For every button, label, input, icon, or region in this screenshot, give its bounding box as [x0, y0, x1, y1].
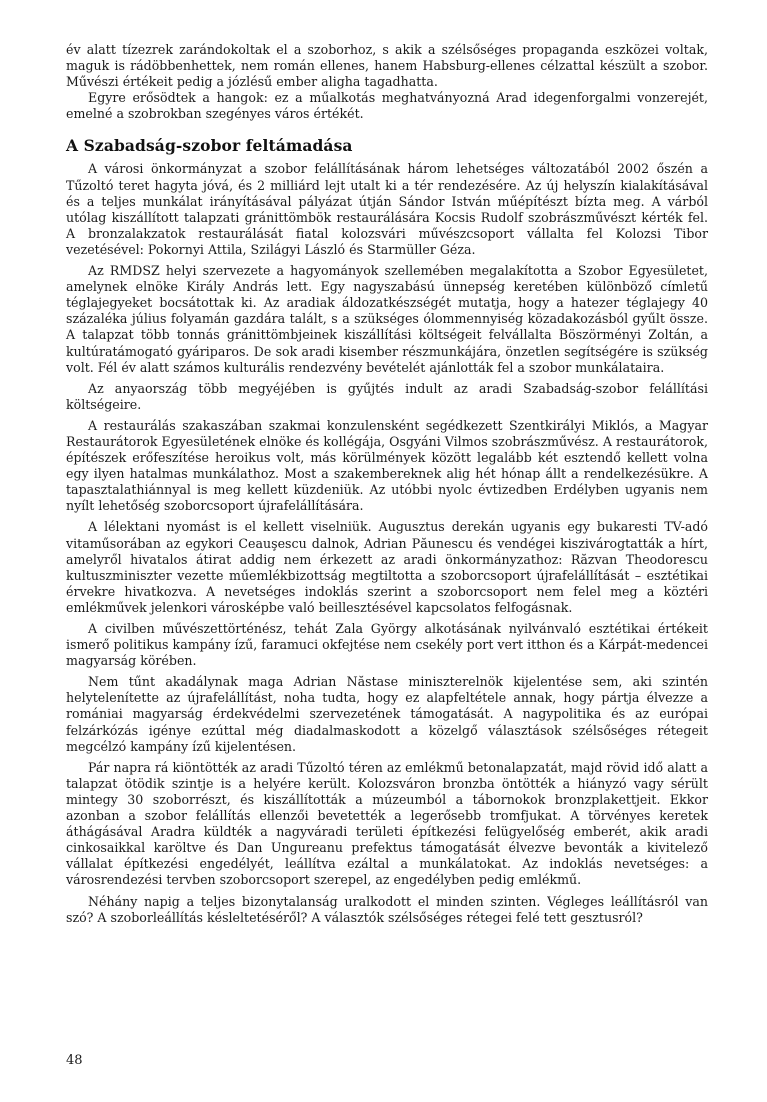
paragraph-4: A restaurálás szakaszában szakmai konzulensként segédkezett Szentkirályi Miklós, a Magyar Restaurátorok Egyesületének elnöke és kollégája, Osgyáni Vilmos szobrászművész. A restaurátorok, építészek erőfeszítése heroikus volt, más körülmények között legalább két esztendő kellett volna egy ilyen hatalmas munkálathoz. Most a szakembereknek alig hét hónap állt a rendelkezésükre. A tapasztalathiánnyal is meg kellett küzdeniük. Az utóbbi nyolc évtizedben Erdélyben ugyanis nem nyílt lehetőség szoborcsoport újrafelállítására. — [66, 417, 708, 514]
paragraph-8: Pár napra rá kiöntötték az aradi Tűzoltó téren az emlékmű betonalapzatát, majd rövid idő alatt a talapzat ötödik szintje is a helyére került. Kolozsváron bronzba öntötték a hiányzó vagy sérült mintegy 30 szoborrészt, és kiszállították a múzeumból a tábornokok bronzplakettjeit. Ekkor azonban a szobor felállítás ellenzői bevetették a legerősebb tromfjukat. A törvényes keretek áthágásával Aradra küldték a nagyváradi területi építkezési felügyelőség emberét, akik aradi cinkosaikkal karöltve és Dan Ungureanu prefektus támogatását élvezve bevonták a kivitelező vállalat építkezési engedélyét, leállítva ezáltal a munkálatokat. Az indoklás nevetséges: a városrendezési tervben szoborcsoport szerepel, az engedélyben pedig emlékmű. — [66, 759, 708, 888]
paragraph-1: A városi önkormányzat a szobor felállításának három lehetséges változatából 2002 őszén a Tűzoltó teret hagyta jóvá, és 2 milliárd lejt utalt ki a tér rendezésére. Az új helyszín kialakításával és a teljes munkálat irányításával pályázat útján Sándor István műépítészt bízta meg. A várból utólag kiszállított talapzati gránittömbök restaurálására Kocsis Rudolf szobrászművészt kérték fel. A bronzalakzatok restaurálását fiatal kolozsvári művészcsoport vállalta fel Kolozsi Tibor vezetésével: Pokornyi Attila, Szilágyi László és Starmüller Géza. — [66, 161, 708, 257]
paragraph-7: Nem tűnt akadálynak maga Adrian Năstase miniszterelnök kijelentése sem, aki szintén helytelenítette az újrafelállítást, noha tudta, hogy ez alapfeltétele annak, hogy pártja élvezze a romániai magyarság érdekvédelmi szervezetének támogatását. A nagypolitika és az európai felzárkózás igénye ezúttal még diadalmaskodott a közelgő választások szélsőséges rétegeit megcélzó kampány ízű kijelentésen. — [66, 674, 708, 754]
intro-paragraph-1: év alatt tízezrek zarándokoltak el a szoborhoz, s akik a szélsőséges propaganda eszközei voltak, maguk is rádöbbenhettek, nem román ellenes, hanem Habsburg-ellenes célzattal készült a szobor. Művészi értékeit pedig a józlésű ember aligha tagadhatta. — [66, 42, 708, 90]
paragraph-6: A civilben művészettörténész, tehát Zala György alkotásának nyilvánvaló esztétikai értékeit ismerő politikus kampány ízű, faramuci okfejtése nem csekély port vert itthon és a Kárpát-medencei magyarság körében. — [66, 621, 708, 669]
intro-paragraph-2: Egyre erősödtek a hangok: ez a műalkotás meghatványozná Arad idegenforgalmi vonzerejét, emelné a szobrokban szegényes város értékét. — [66, 90, 708, 122]
section-title: A Szabadság-szobor feltámadása — [66, 136, 353, 156]
paragraph-2: Az RMDSZ helyi szervezete a hagyományok szellemében megalakította a Szobor Egyesületet, amelynek elnöke Király András lett. Egy nagyszabású ünnepség keretében különböző címletű téglajegyeket bocsátottak ki. Az aradiak áldozatkészségét mutatja, hogy a hatezer téglajegy 40 százaléka július folyamán gazdára talált, s a szükséges ólommennyiség közadakozásból gyűlt össze. A talapzat több tonnás gránittömbjeinek kiszállítási költségeit felvállalta Böszörményi Zoltán, a kultúratámogató gyáriparos. De sok aradi kisember részmunkájára, önzetlen segítségére is szükség volt. Fél év alatt számos kulturális rendezvény bevételét ajánlották fel a szobor munkálataira. — [66, 263, 708, 375]
paragraph-9: Néhány napig a teljes bizonytalanság uralkodott el minden szinten. Végleges leállításról van szó? A szoborleállítás késleltetéséről? A választók szélsőséges rétegei felé tett gesztusról? — [66, 893, 708, 925]
paragraph-3: Az anyaország több megyéjében is gyűjtés indult az aradi Szabadság-szobor felállítási költségeire. — [66, 380, 708, 412]
page-number: 48 — [66, 1053, 83, 1068]
page-body — [66, 42, 708, 926]
paragraph-5: A lélektani nyomást is el kellett viselniük. Augusztus derekán ugyanis egy bukaresti TV-adó vitaműsorában az egykori Ceauşescu dalnok, Adrian Păunescu és vendégei kiszivárogtatták a hírt, amelyről hivatalos átirat addig nem érkezett az aradi önkormányzathoz: Răzvan Theodorescu kultuszminiszter vezette műemlékbizottság megtiltotta a szoborcsoport újrafelállítását – esztétikai érvekre hivatkozva. A nevetséges indoklás szerint a szoborcsoport nem felel meg a köztéri emlékművek jelenkori városképbe való beillesztésével kapcsolatos felfogásnak. — [66, 519, 708, 615]
